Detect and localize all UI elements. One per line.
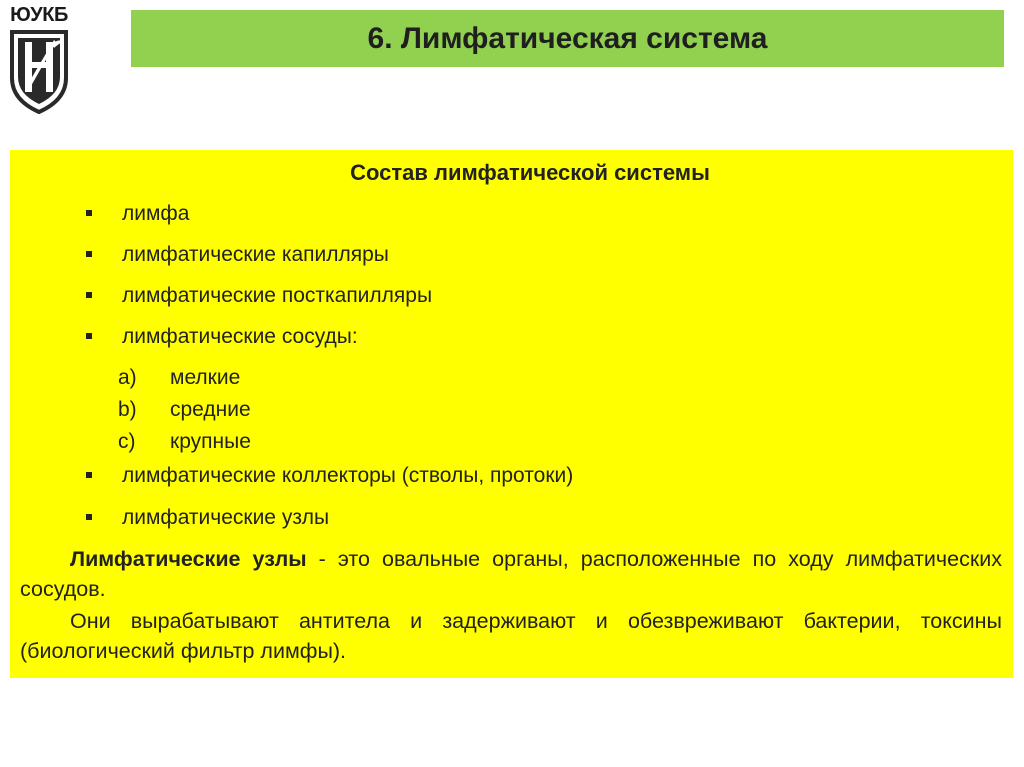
shield-icon <box>8 28 70 114</box>
bullet-icon <box>86 472 92 478</box>
university-logo <box>6 4 72 114</box>
bullet-icon <box>86 210 92 216</box>
function-paragraph <box>20 606 1002 666</box>
definition-term: Лимфатические узлы <box>70 547 307 571</box>
definition-paragraph <box>20 544 1002 604</box>
bullet-icon <box>86 251 92 257</box>
bullet-icon <box>86 292 92 298</box>
bullet-icon <box>86 514 92 520</box>
definition-text: - это овальные органы, расположенные по ходу лимфатических сосудов. <box>20 547 1003 601</box>
title-bar <box>131 10 1004 67</box>
function-text: Они вырабатывают антитела и задерживают и обезвреживают бактерии, токсины (биологический фильтр лимфы). <box>20 609 1002 663</box>
page-title: 6. Лимфатическая система <box>367 21 768 55</box>
logo-text: ЮУКБ <box>10 4 68 26</box>
bullet-icon <box>86 333 92 339</box>
content-box <box>10 150 1013 678</box>
composition-list: лимфа лимфатические капилляры лимфатические посткапилляры лимфатические сосуды: a) мелкие b) средние c) крупные лимфатические коллекторы (стволы, протоки) лимфатические узлы <box>10 150 1013 678</box>
content-subtitle: Состав лимфатической системы <box>350 160 710 185</box>
